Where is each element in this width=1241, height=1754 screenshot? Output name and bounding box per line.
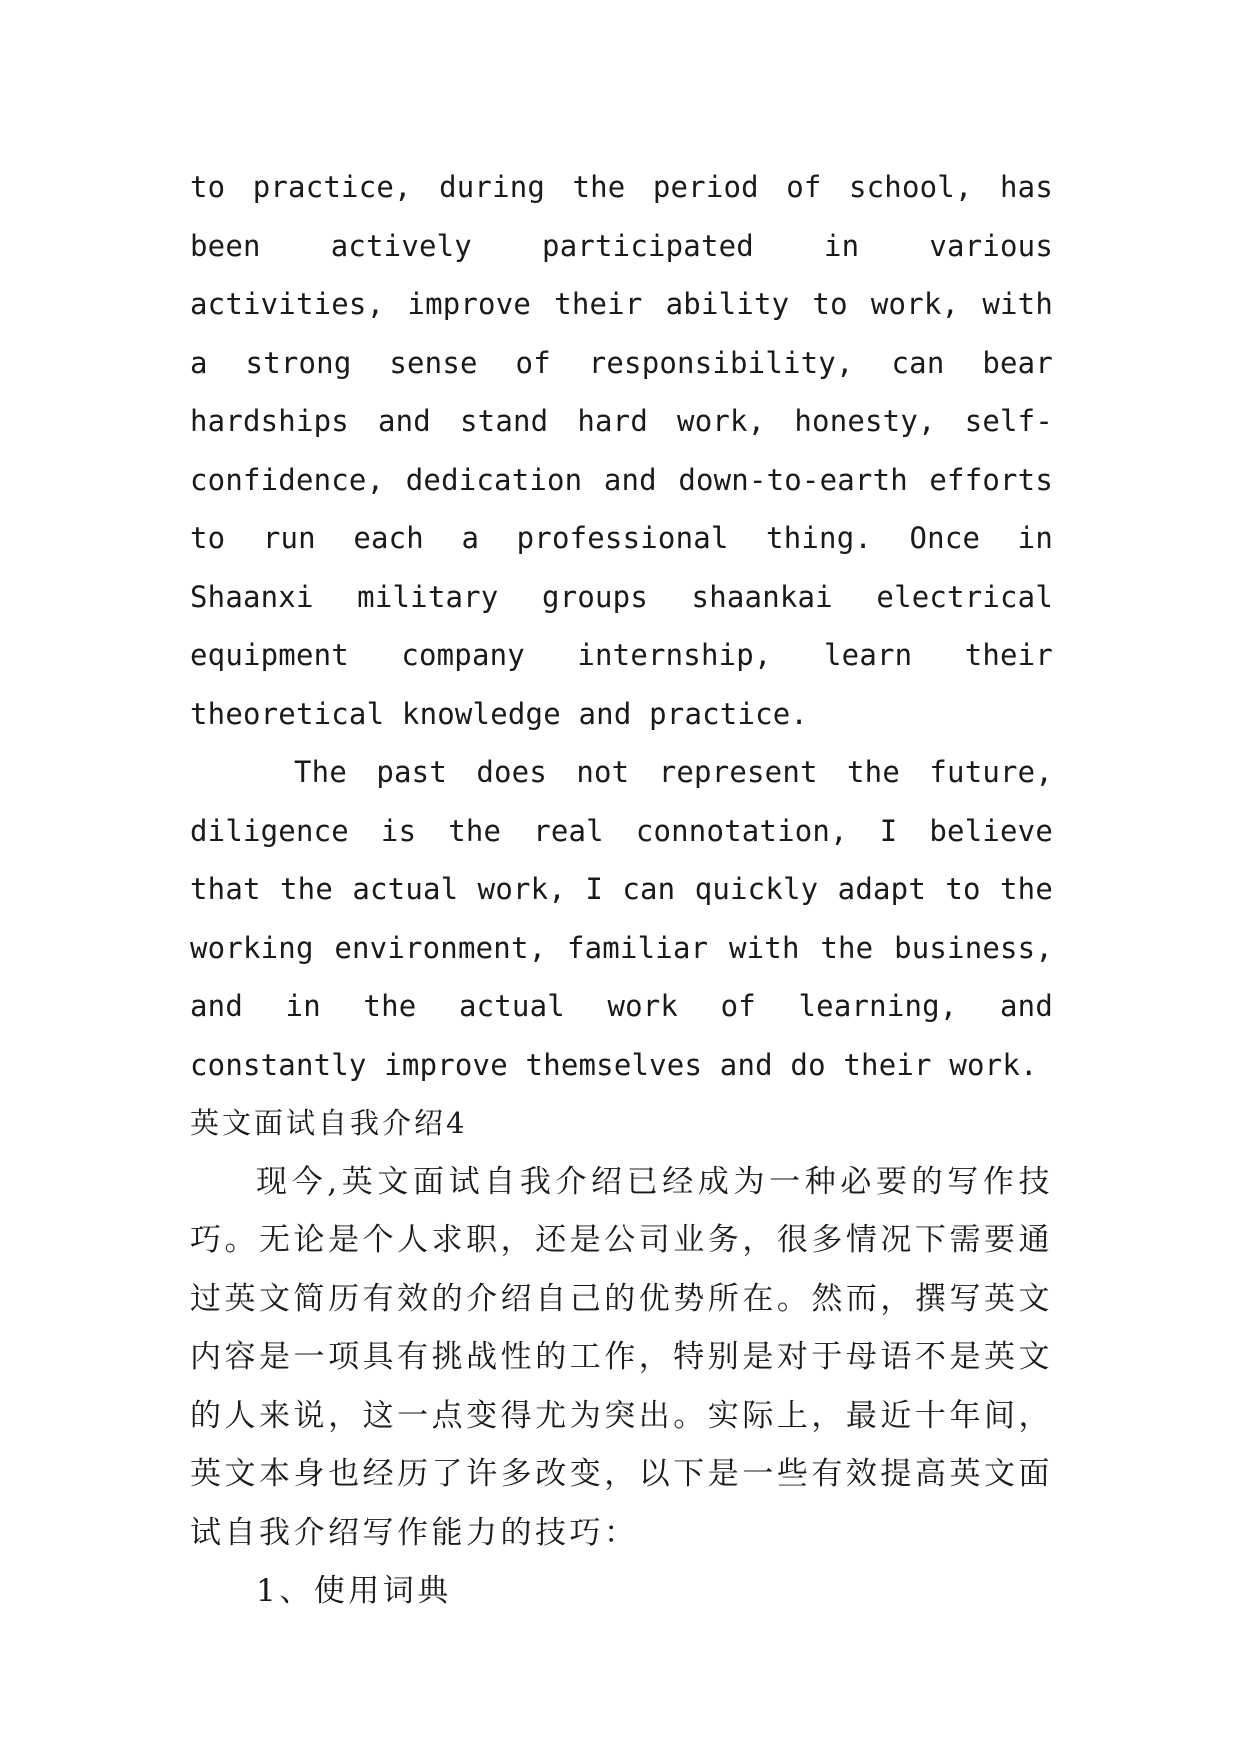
section-heading: 英文面试自我介绍4 (190, 1106, 468, 1140)
chinese-paragraph: 现今,英文面试自我介绍已经成为一种必要的写作技巧。无论是个人求职，还是公司业务，很多情况下需要通过英文简历有效的介绍自己的优势所在。然而，撰写英文内容是一项具有挑战性的工作，特别是对于母语不是英文的人来说，这一点变得尤为突出。实际上，最近十年间，英文本身也经历了许多改变，以下是一些有效提高英文面试自我介绍写作能力的技巧： (190, 1163, 1053, 1551)
english-paragraph-2: The past does not represent the future, diligence is the real connotation, I believe that the actual work, I can quickly adapt to the working environment, familiar with the business, and in the actual work of learning, and constantly improve themselves and do their work. (190, 755, 1053, 1082)
document-body (190, 158, 1053, 1621)
english-paragraph-1: to practice, during the period of school, has been actively participated in various activities, improve their ability to work, with a strong sense of responsibility, can bear hardships and stand hard work, honesty, self-confidence, dedication and down-to-earth efforts to run each a professional thing. Once in Shaanxi military groups shaankai electrical equipment company internship, learn their theoretical knowledge and practice. (190, 170, 1053, 731)
list-item-1: 1、使用词典 (256, 1573, 452, 1609)
